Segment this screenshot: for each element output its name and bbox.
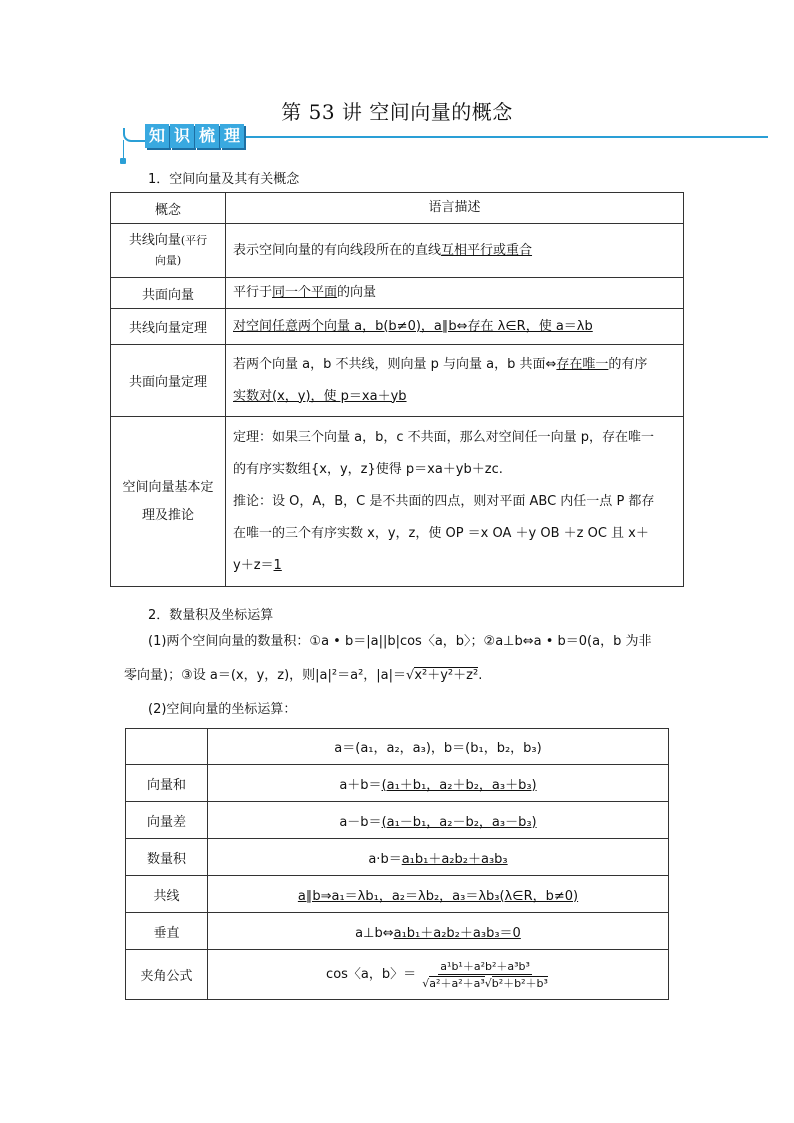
desc-cell [226,278,684,309]
banner-char: 理 [220,124,244,148]
formula-cell [208,765,669,802]
header-cell: 语言描述 [226,193,684,224]
concept-cell [111,417,226,587]
paragraph-line: (2)空间向量的坐标运算： [148,702,297,717]
concept-cell: 共线向量定理 [111,309,226,345]
table-row [111,417,684,587]
paragraph-line: (1)两个空间向量的数量积：①a • b＝|a||b|cos〈a，b〉；②a⊥b⇔a • b＝0(a，b 为非 [148,634,652,649]
desc-answer: 存在唯一 [556,356,609,372]
banner-dot [120,158,126,164]
section1-heading: 1．空间向量及其有关概念 [148,172,300,187]
section-banner [145,124,244,148]
concept-text: (平行 [180,233,208,247]
desc-text: 若两个向量 a，b 不共线，则向量 p 与向量 a，b 共面⇔ [233,356,557,372]
desc-text: 平行于 [233,285,273,300]
banner-vertical-rule [123,140,124,160]
fraction-denominator: √a²＋a²＋a³√b²＋b²＋b³ [422,977,548,990]
formula-text: cos〈a，b〉＝ [326,967,417,982]
page-title: 第 53 讲 空间向量的概念 [281,100,513,124]
concept-cell: 共面向量 [111,278,226,309]
desc-cell [226,224,684,278]
table-row [111,345,684,417]
formula-answer: a₁b₁＋a₂b₂＋a₃b₃＝0 [393,925,521,941]
concept-text: 向量) [154,253,182,267]
desc-answer: 互相平行或重合 [441,242,533,258]
formula-answer: (a₁＋b₁，a₂＋b₂，a₃＋b₃) [381,777,537,793]
table-row [126,913,669,950]
label-cell: 垂直 [126,913,208,950]
concept-text: 空间向量基本定 [122,479,214,495]
desc-text: y＋z＝ [233,557,274,573]
radicand: a²＋a²＋a³ [429,977,485,990]
label-cell: 夹角公式 [126,950,208,1000]
table-header-row [111,193,684,224]
formula-answer: (a₁－b₁，a₂－b₂，a₃－b₃) [381,814,537,830]
desc-text: 的向量 [337,285,377,300]
formula-text: a＋b＝ [339,777,382,793]
formula-cell [208,913,669,950]
concept-text: 理及推论 [141,507,194,523]
banner-hook [123,128,145,142]
formula-cell [208,839,669,876]
desc-cell: 对空间任意两个向量 a，b(b≠0)，a∥b⇔存在 λ∈R，使 a＝λb [226,309,684,345]
header-cell: 概念 [111,193,226,224]
empty-cell [126,729,208,765]
formula-answer: a₁b₁＋a₂b₂＋a₃b₃ [401,851,508,867]
desc-cell [226,417,684,587]
angle-fraction [420,958,550,991]
formula-text: a⊥b⇔ [355,925,394,941]
desc-answer: 实数对(x，y)，使 p＝xa＋yb [233,388,407,404]
concept-table [110,192,684,587]
header-cell: a＝(a₁，a₂，a₃)，b＝(b₁，b₂，b₃) [208,729,669,765]
paragraph-line [124,666,482,686]
fraction-numerator: a¹b¹＋a²b²＋a³b³ [440,960,530,973]
table-row [126,765,669,802]
banner-char: 知 [145,124,169,148]
table-row [126,950,669,1000]
sqrt-symbol: √ [406,668,415,683]
desc-text: 定理：如果三个向量 a，b，c 不共面，那么对空间任一向量 p，存在唯一 [233,429,655,445]
table-row [126,802,669,839]
formula-text: a·b＝ [368,851,402,867]
banner-char: 识 [170,124,194,148]
section2-heading: 2．数量积及坐标运算 [148,608,274,623]
desc-text: 在唯一的三个有序实数 x，y，z，使 OP ＝x OA ＋y OB ＋z OC 且 x＋ [233,525,649,541]
coordinate-table [125,728,669,1000]
formula-cell [208,950,669,1000]
label-cell: 共线 [126,876,208,913]
desc-answer: 同一个平面 [272,285,338,300]
desc-answer: 1 [273,557,282,573]
table-row [126,839,669,876]
label-cell: 数量积 [126,839,208,876]
banner-char: 梳 [195,124,219,148]
label-cell: 向量差 [126,802,208,839]
formula-text: a－b＝ [339,814,382,830]
paragraph-text: . [478,668,483,683]
desc-text: 的有序 [608,356,648,372]
desc-text: 推论：设 O，A，B，C 是不共面的四点，则对平面 ABC 内任一点 P 都存 [233,493,655,509]
formula-cell [208,802,669,839]
paragraph-text: 零向量)；③设 a＝(x，y，z)，则|a|²＝a²，|a|＝ [124,668,407,683]
formula-cell [208,876,669,913]
desc-cell [226,345,684,417]
concept-cell [111,224,226,278]
table-row [111,278,684,309]
desc-text: 的有序实数组{x，y，z}使得 p＝xa＋yb＋zc. [233,461,503,477]
concept-cell: 共面向量定理 [111,345,226,417]
radicand: b²＋b²＋b³ [491,977,548,990]
table-row [126,876,669,913]
label-cell: 向量和 [126,765,208,802]
table-row [111,224,684,278]
concept-text: 共线向量 [128,232,181,248]
table-header-row [126,729,669,765]
desc-text: 表示空间向量的有向线段所在的直线 [233,242,442,258]
table-row [111,309,684,345]
formula-answer: a∥b⇒a₁＝λb₁，a₂＝λb₂，a₃＝λb₃(λ∈R，b≠0) [297,888,579,904]
sqrt-radicand: x²＋y²＋z² [414,668,479,683]
